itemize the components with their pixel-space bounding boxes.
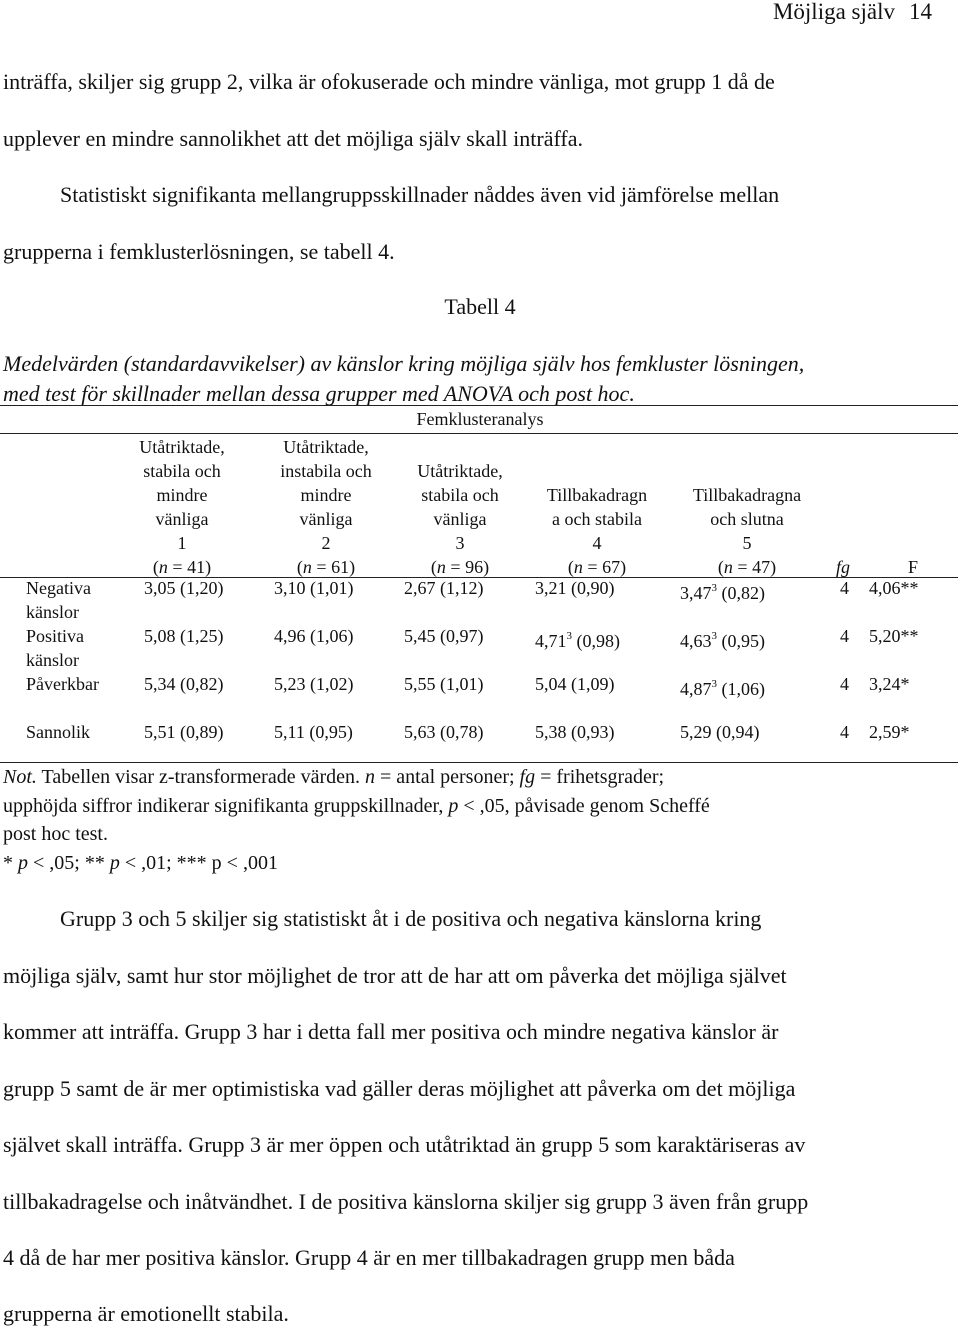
column-header-fg: fg <box>836 557 851 577</box>
spanner-rule <box>0 433 958 434</box>
table-cell: 5,34 (0,82) <box>144 674 224 694</box>
table-cell: 4,63$^3$ (0,95) <box>680 630 765 651</box>
row-label: Negativa <box>26 578 91 598</box>
table-cell-F: 2,59* <box>869 722 910 742</box>
table-cell: 3,47$^3$ (0,82) <box>680 582 765 603</box>
column-header-2: Utåtriktade, instabila och mindre vänliga 2 (n = 61) <box>280 437 372 577</box>
paragraph-line: tillbakadragelse och inåtvändhet. I de positiva känslorna skiljer sig grupp 3 även från grupp <box>3 1189 809 1214</box>
table-cell: 5,23 (1,02) <box>274 674 354 694</box>
table-cell: 5,04 (1,09) <box>535 674 615 694</box>
column-header-F: F <box>908 557 919 577</box>
table-cell: 2,67 (1,12) <box>404 578 484 598</box>
paragraph-line: möjliga själv, samt hur stor möjlighet de tror att de har att om påverka det möjliga självet <box>3 963 787 988</box>
table-cell: 4,71$^3$ (0,98) <box>535 630 620 651</box>
table-note-line: * p < ,05; ** p < ,01; *** p < ,001 <box>3 852 278 874</box>
table-cell: 5,29 (0,94) <box>680 722 760 742</box>
table-cell: 5,55 (1,01) <box>404 674 484 694</box>
column-header-4: Tillbakadragn a och stabila 4 (n = 67) <box>546 485 648 577</box>
table-cell: 5,63 (0,78) <box>404 722 484 742</box>
table-note-line: post hoc test. <box>3 823 108 845</box>
table-cell: 5,11 (0,95) <box>274 722 353 742</box>
table-cell-fg: 4 <box>840 722 849 742</box>
table-cell-F: 5,20** <box>869 626 919 646</box>
table-cell: 4,87$^3$ (1,06) <box>680 678 765 699</box>
paragraph-line: grupperna är emotionellt stabila. <box>3 1301 289 1326</box>
running-header <box>773 0 932 24</box>
page-number: 14 <box>909 0 932 24</box>
table-bottom-rule <box>0 762 958 763</box>
table-cell: 5,45 (0,97) <box>404 626 484 646</box>
column-header-1: Utåtriktade, stabila och mindre vänliga 1 (n = 41) <box>139 437 225 577</box>
table-cell: 3,21 (0,90) <box>535 578 615 598</box>
column-header-5: Tillbakadragna och slutna 5 (n = 47) <box>692 485 802 577</box>
table-cell: 3,10 (1,01) <box>274 578 354 598</box>
row-label-cont: känslor <box>26 602 79 622</box>
table-label: Tabell 4 <box>444 294 516 319</box>
table-cell-fg: 4 <box>840 626 849 646</box>
table-cell-F: 3,24* <box>869 674 910 694</box>
table-cell-F: 4,06** <box>869 578 919 598</box>
table-spanner: Femklusteranalys <box>416 409 544 429</box>
table-caption-line: Medelvärden (standardavvikelser) av känslor kring möjliga själv hos femkluster lösningen, <box>3 351 805 376</box>
table-cell: 3,05 (1,20) <box>144 578 224 598</box>
table-top-rule <box>0 405 958 406</box>
paragraph-line: Grupp 3 och 5 skiljer sig statistiskt åt i de positiva och negativa känslorna kring <box>60 906 762 931</box>
running-title: Möjliga själv <box>772 0 895 24</box>
paragraph-line: självet skall inträffa. Grupp 3 är mer öppen och utåtriktad än grupp 5 som karaktäriseras av <box>3 1132 806 1157</box>
column-header-3: Utåtriktade, stabila och vänliga 3 (n = 96) <box>417 461 503 577</box>
paragraph-line: grupp 5 samt de är mer optimistiska vad gäller deras möjlighet att påverka om det möjliga <box>3 1076 796 1101</box>
row-label: Positiva <box>26 626 85 646</box>
table-note-line: Not. Tabellen visar z-transformerade värden. n = antal personer; fg = frihetsgrader; <box>3 766 665 788</box>
paragraph-line: Statistiskt signifikanta mellangruppsskillnader nåddes även vid jämförelse mellan <box>60 182 780 207</box>
table-cell-fg: 4 <box>840 578 849 598</box>
table-cell: 4,96 (1,06) <box>274 626 354 646</box>
row-label-cont: känslor <box>26 650 79 670</box>
paragraph-line: 4 då de har mer positiva känslor. Grupp 4 är en mer tillbakadragen grupp men båda <box>3 1245 735 1270</box>
paragraph-line: inträffa, skiljer sig grupp 2, vilka är ofokuserade och mindre vänliga, mot grupp 1 då de <box>3 69 775 94</box>
row-label: Påverkbar <box>26 674 99 694</box>
table-cell: 5,51 (0,89) <box>144 722 224 742</box>
table-cell: 5,08 (1,25) <box>144 626 224 646</box>
table-cell-fg: 4 <box>840 674 849 694</box>
table-caption-line: med test för skillnader mellan dessa grupper med ANOVA och post hoc. <box>3 381 635 406</box>
paragraph-line: grupperna i femklusterlösningen, se tabell 4. <box>3 239 395 264</box>
row-label: Sannolik <box>26 722 91 742</box>
paragraph-line: upplever en mindre sannolikhet att det möjliga själv skall inträffa. <box>3 126 583 151</box>
table-cell: 5,38 (0,93) <box>535 722 615 742</box>
table-note-line: upphöjda siffror indikerar signifikanta gruppskillnader, p < ,05, påvisade genom Scheffé <box>3 795 710 817</box>
paragraph-line: kommer att inträffa. Grupp 3 har i detta fall mer positiva och mindre negativa känslor är <box>3 1019 779 1044</box>
